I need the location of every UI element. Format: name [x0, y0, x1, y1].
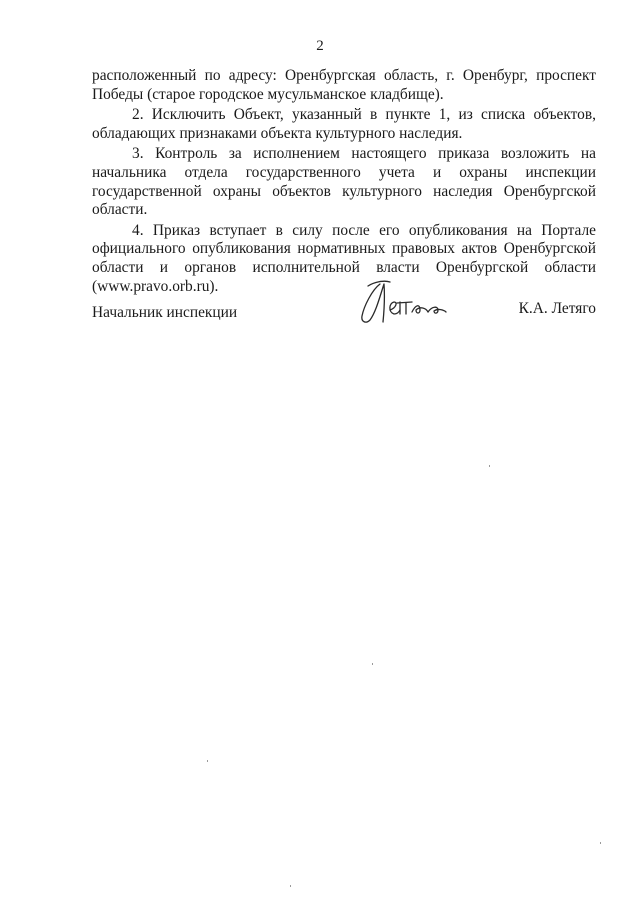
handwritten-signature: [350, 276, 470, 332]
signatory-name: К.А. Летяго: [518, 300, 596, 317]
scan-speck: [372, 663, 373, 665]
paragraph-continuation: расположенный по адресу: Оренбургская область, г. Оренбург, проспект Победы (старое городское мусульманское кладбище).: [92, 67, 596, 103]
signature-block: [92, 300, 596, 340]
paragraph-item-2: 2. Исключить Объект, указанный в пункте 1, из списка объектов, обладающих признаками объекта культурного наследия.: [92, 106, 596, 142]
scan-speck: [207, 760, 208, 762]
scan-speck: [290, 885, 291, 887]
paragraph-item-3: 3. Контроль за исполнением настоящего приказа возложить на начальника отдела государственного учета и охраны инспекции государственной охраны объектов культурного наследия Оренбургской области.: [92, 145, 596, 219]
paragraph-item-4: 4. Приказ вступает в силу после его опубликования на Портале официального опубликования нормативных правовых актов Оренбургской области и органов исполнительной власти Оренбургской области (www.pravo.orb.ru).: [92, 221, 596, 295]
document-body: [92, 67, 596, 298]
signatory-title: Начальник инспекции: [92, 304, 238, 321]
page-number: 2: [316, 38, 324, 54]
scan-speck: [600, 842, 601, 844]
scan-speck: [489, 465, 490, 467]
